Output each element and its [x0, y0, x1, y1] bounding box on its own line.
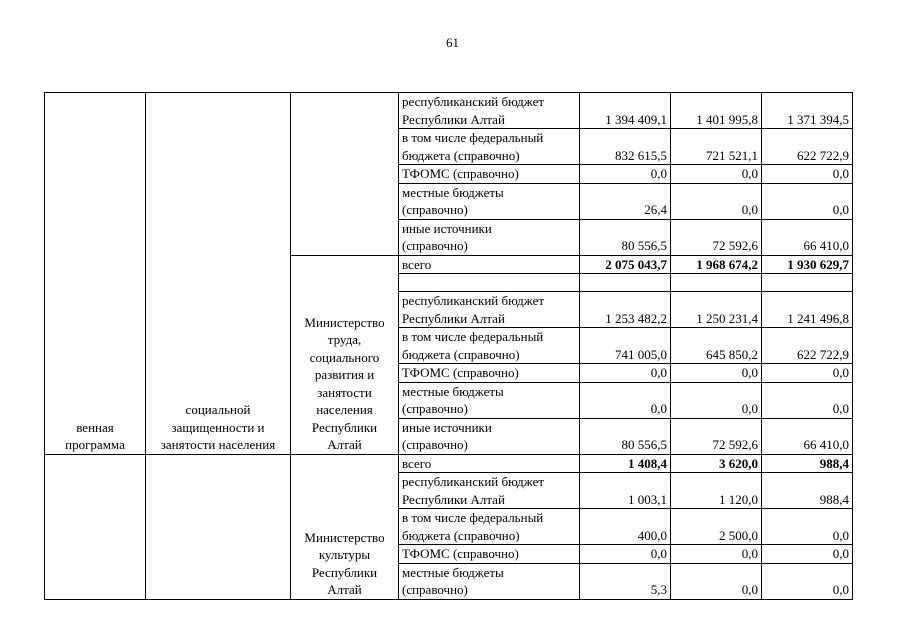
responsible-cell: [291, 93, 399, 256]
source-line: ТФОМС (справочно): [402, 365, 519, 380]
value-cell: 0,0: [580, 545, 671, 564]
program-line: программа: [65, 437, 125, 452]
value-cell: 0,0: [762, 364, 853, 383]
program-name-cell: [146, 454, 291, 599]
value-cell: 721 521,1: [671, 129, 762, 165]
program-name-line: социальной: [185, 402, 251, 417]
value-cell: 2 500,0: [671, 509, 762, 545]
source-cell: [399, 454, 580, 473]
value-cell: 622 722,9: [762, 129, 853, 165]
value-cell: 2 075 043,7: [580, 255, 671, 274]
source-cell: [399, 183, 580, 219]
program-line: венная: [76, 419, 114, 435]
value-cell: 72 592,6: [671, 418, 762, 454]
source-line: (справочно): [402, 202, 468, 217]
value-cell: [580, 274, 671, 292]
responsible-line: Алтай: [327, 437, 362, 452]
value-cell: 0,0: [580, 382, 671, 418]
source-line: (справочно): [402, 401, 468, 416]
source-line: Республики Алтай: [402, 310, 505, 326]
program-name-cell: [146, 93, 291, 455]
responsible-line: занятости: [317, 384, 372, 400]
value-cell: 1 394 409,1: [580, 93, 671, 129]
source-cell: [399, 418, 580, 454]
value-cell: 741 005,0: [580, 328, 671, 364]
value-cell: 0,0: [671, 183, 762, 219]
responsible-line: Министерство: [304, 314, 385, 330]
program-name-line: защищенности и: [171, 419, 265, 435]
value-cell: 0,0: [762, 165, 853, 184]
value-cell: 1 371 394,5: [762, 93, 853, 129]
source-cell: [399, 545, 580, 564]
source-line: в том числе федеральный: [402, 510, 544, 525]
source-cell: [399, 274, 580, 292]
source-cell: [399, 93, 580, 129]
source-cell: [399, 255, 580, 274]
value-cell: 1 968 674,2: [671, 255, 762, 274]
value-cell: 1 930 629,7: [762, 255, 853, 274]
value-cell: 80 556,5: [580, 219, 671, 255]
source-line: (справочно): [402, 238, 468, 253]
source-line: республиканский бюджет: [402, 293, 545, 308]
value-cell: 1 120,0: [671, 473, 762, 509]
source-cell: [399, 129, 580, 165]
responsible-line: культуры: [318, 547, 371, 562]
responsible-line: Алтай: [327, 582, 362, 597]
value-cell: 80 556,5: [580, 418, 671, 454]
source-line: ТФОМС (справочно): [402, 166, 519, 181]
value-cell: 1 401 995,8: [671, 93, 762, 129]
value-cell: 832 615,5: [580, 129, 671, 165]
value-cell: 0,0: [762, 509, 853, 545]
source-line: иные источники: [402, 220, 492, 236]
source-line: Республики Алтай: [402, 111, 505, 127]
value-cell: 0,0: [762, 382, 853, 418]
source-cell: [399, 563, 580, 599]
responsible-line: Республики: [311, 419, 378, 435]
budget-table-body: [45, 93, 853, 600]
source-line: местные бюджеты: [402, 564, 504, 580]
value-cell: 0,0: [762, 183, 853, 219]
value-cell: 0,0: [671, 545, 762, 564]
value-cell: [671, 274, 762, 292]
value-cell: 645 850,2: [671, 328, 762, 364]
source-line: иные источники: [402, 419, 492, 435]
source-line: местные бюджеты: [402, 184, 504, 200]
program-cell: [45, 454, 146, 599]
value-cell: 1 408,4: [580, 454, 671, 473]
value-cell: 0,0: [671, 382, 762, 418]
responsible-cell: [291, 255, 399, 454]
value-cell: 0,0: [762, 545, 853, 564]
value-cell: 988,4: [762, 473, 853, 509]
source-line: Республики Алтай: [402, 491, 505, 507]
responsible-line: социального: [309, 349, 380, 365]
source-line: всего: [402, 256, 432, 272]
source-line: местные бюджеты: [402, 383, 504, 399]
value-cell: 0,0: [580, 364, 671, 383]
source-line: в том числе федеральный: [402, 130, 544, 145]
responsible-line: Министерство: [304, 529, 385, 545]
budget-table: [44, 92, 853, 600]
value-cell: 0,0: [762, 563, 853, 599]
source-cell: [399, 219, 580, 255]
source-line: (справочно): [402, 582, 468, 597]
program-cell: [45, 93, 146, 455]
source-line: всего: [402, 455, 432, 471]
source-line: республиканский бюджет: [402, 474, 545, 489]
value-cell: 622 722,9: [762, 328, 853, 364]
source-line: бюджета (справочно): [402, 147, 520, 163]
table-row: [45, 454, 853, 473]
source-cell: [399, 364, 580, 383]
responsible-line: развития и: [314, 367, 375, 382]
value-cell: 72 592,6: [671, 219, 762, 255]
source-line: в том числе федеральный: [402, 329, 544, 344]
table-row: [45, 93, 853, 129]
source-line: (справочно): [402, 437, 468, 452]
value-cell: 988,4: [762, 454, 853, 473]
responsible-line: Республики: [311, 564, 378, 580]
source-cell: [399, 292, 580, 328]
value-cell: 66 410,0: [762, 418, 853, 454]
source-cell: [399, 473, 580, 509]
value-cell: 1 253 482,2: [580, 292, 671, 328]
source-line: бюджета (справочно): [402, 346, 520, 362]
source-cell: [399, 328, 580, 364]
page-number: 61: [446, 35, 459, 50]
value-cell: [762, 274, 853, 292]
value-cell: 0,0: [671, 563, 762, 599]
value-cell: 66 410,0: [762, 219, 853, 255]
value-cell: 26,4: [580, 183, 671, 219]
value-cell: 0,0: [671, 364, 762, 383]
value-cell: 5,3: [580, 563, 671, 599]
program-name-line: занятости населения: [160, 437, 276, 452]
source-cell: [399, 509, 580, 545]
responsible-cell: [291, 454, 399, 599]
value-cell: 1 241 496,8: [762, 292, 853, 328]
value-cell: 1 003,1: [580, 473, 671, 509]
source-line: ТФОМС (справочно): [402, 546, 519, 561]
source-cell: [399, 382, 580, 418]
source-line: бюджета (справочно): [402, 527, 520, 543]
value-cell: 0,0: [580, 165, 671, 184]
responsible-line: населения: [316, 402, 373, 417]
value-cell: 3 620,0: [671, 454, 762, 473]
value-cell: 1 250 231,4: [671, 292, 762, 328]
source-line: республиканский бюджет: [402, 94, 545, 109]
value-cell: 0,0: [671, 165, 762, 184]
source-cell: [399, 165, 580, 184]
responsible-line: труда,: [327, 332, 362, 347]
value-cell: 400,0: [580, 509, 671, 545]
